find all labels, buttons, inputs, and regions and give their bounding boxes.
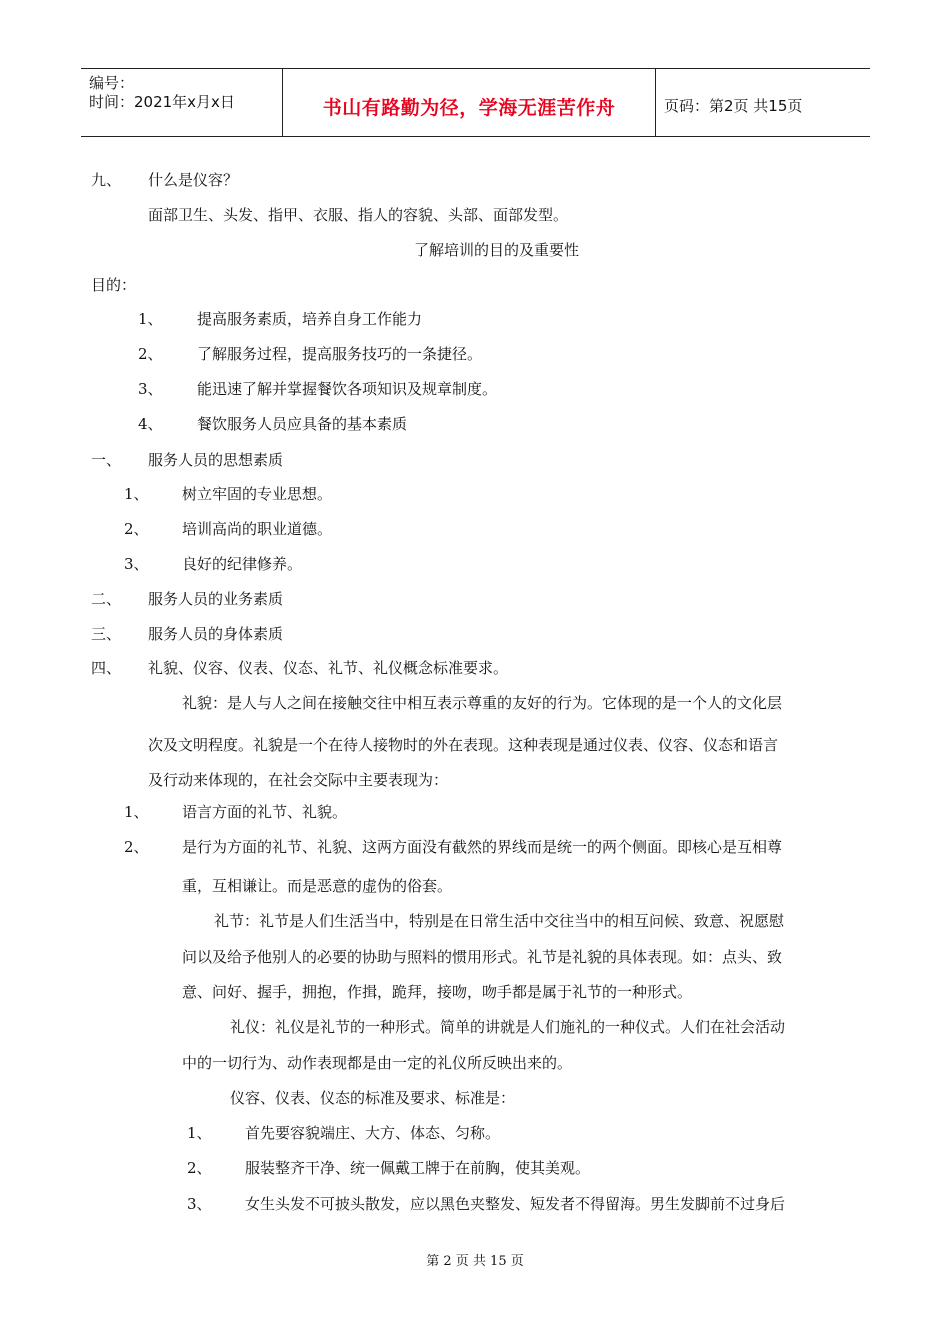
paragraph-line: 礼仪：礼仪是礼节的一种形式。简单的讲就是人们施礼的一种仪式。人们在社会活动 [230, 1018, 786, 1036]
paragraph-line: 中的一切行为、动作表现都是由一定的礼仪所反映出来的。 [182, 1054, 573, 1072]
list-item: 首先要容貌端庄、大方、体态、匀称。 [245, 1124, 501, 1142]
item-number: 三、 [91, 625, 122, 643]
item-number: 1、 [138, 310, 163, 328]
header-motto-cell [282, 69, 656, 136]
paragraph-line: 意、问好、握手，拥抱，作揖，跪拜，接吻，吻手都是属于礼节的一种形式。 [182, 983, 693, 1001]
list-item: 是行为方面的礼节、礼貌、这两方面没有截然的界线而是统一的两个侧面。即核心是互相尊 [182, 838, 783, 856]
paragraph-line: 礼貌：是人与人之间在接触交往中相互表示尊重的友好的行为。它体现的是一个人的文化层 [182, 694, 783, 712]
section-heading: 服务人员的业务素质 [148, 590, 284, 608]
paragraph-line: 重，互相谦让。而是恶意的虚伪的俗套。 [182, 877, 453, 895]
section-heading: 什么是仪容？ [148, 171, 239, 189]
time-label: 时间：2021年x月x日 [89, 93, 235, 111]
list-item: 培训高尚的职业道德。 [182, 520, 333, 538]
paragraph-line: 仪容、仪表、仪态的标准及要求、标准是： [230, 1089, 516, 1107]
item-number: 二、 [91, 590, 122, 608]
section-heading: 服务人员的思想素质 [148, 451, 284, 469]
section-heading: 礼貌、仪容、仪表、仪态、礼节、礼仪概念标准要求。 [148, 659, 509, 677]
motto: 书山有路勤为径，学海无涯苦作舟 [322, 97, 616, 119]
purpose-label: 目的： [91, 276, 137, 294]
list-item: 餐饮服务人员应具备的基本素质 [197, 415, 408, 433]
item-number: 2、 [138, 345, 163, 363]
item-number: 2、 [124, 838, 149, 856]
item-number: 2、 [187, 1159, 212, 1177]
item-number: 1、 [124, 485, 149, 503]
item-number: 1、 [124, 803, 149, 821]
item-number: 3、 [124, 555, 149, 573]
list-item: 女生头发不可披头散发，应以黑色夹整发、短发者不得留海。男生发脚前不过身后 [245, 1195, 786, 1213]
item-number: 2、 [124, 520, 149, 538]
item-number: 4、 [138, 415, 163, 433]
list-item: 良好的纪律修养。 [182, 555, 303, 573]
centered-heading: 了解培训的目的及重要性 [414, 241, 580, 259]
list-item: 提高服务素质，培养自身工作能力 [197, 310, 423, 328]
header-page-cell [655, 69, 870, 136]
paragraph-line: 问以及给予他别人的必要的协助与照料的惯用形式。礼节是礼貌的具体表现。如：点头、致 [182, 948, 783, 966]
code-label: 编号： [89, 74, 135, 92]
list-item: 能迅速了解并掌握餐饮各项知识及规章制度。 [197, 380, 498, 398]
page-label: 页码：第2页 共15页 [664, 97, 803, 115]
item-number: 一、 [91, 451, 122, 469]
paragraph-line: 面部卫生、头发、指甲、衣服、指人的容貌、头部、面部发型。 [148, 206, 569, 224]
page-footer: 第 2 页 共 15 页 [426, 1254, 524, 1269]
header-meta-cell [81, 69, 282, 136]
section-heading: 服务人员的身体素质 [148, 625, 284, 643]
item-number: 3、 [187, 1195, 212, 1213]
paragraph-line: 次及文明程度。礼貌是一个在待人接物时的外在表现。这种表现是通过仪表、仪容、仪态和语言 [148, 736, 779, 754]
paragraph-line: 礼节：礼节是人们生活当中，特别是在日常生活中交往当中的相互问候、致意、祝愿慰 [214, 912, 785, 930]
list-item: 服装整齐干净、统一佩戴工牌于在前胸，使其美观。 [245, 1159, 591, 1177]
item-number: 3、 [138, 380, 163, 398]
item-number: 九、 [91, 171, 122, 189]
paragraph-line: 及行动来体现的，在社会交际中主要表现为： [148, 771, 449, 789]
list-item: 了解服务过程，提高服务技巧的一条捷径。 [197, 345, 483, 363]
list-item: 语言方面的礼节、礼貌。 [182, 803, 348, 821]
document-header [81, 68, 870, 137]
item-number: 四、 [91, 659, 122, 677]
item-number: 1、 [187, 1124, 212, 1142]
list-item: 树立牢固的专业思想。 [182, 485, 333, 503]
